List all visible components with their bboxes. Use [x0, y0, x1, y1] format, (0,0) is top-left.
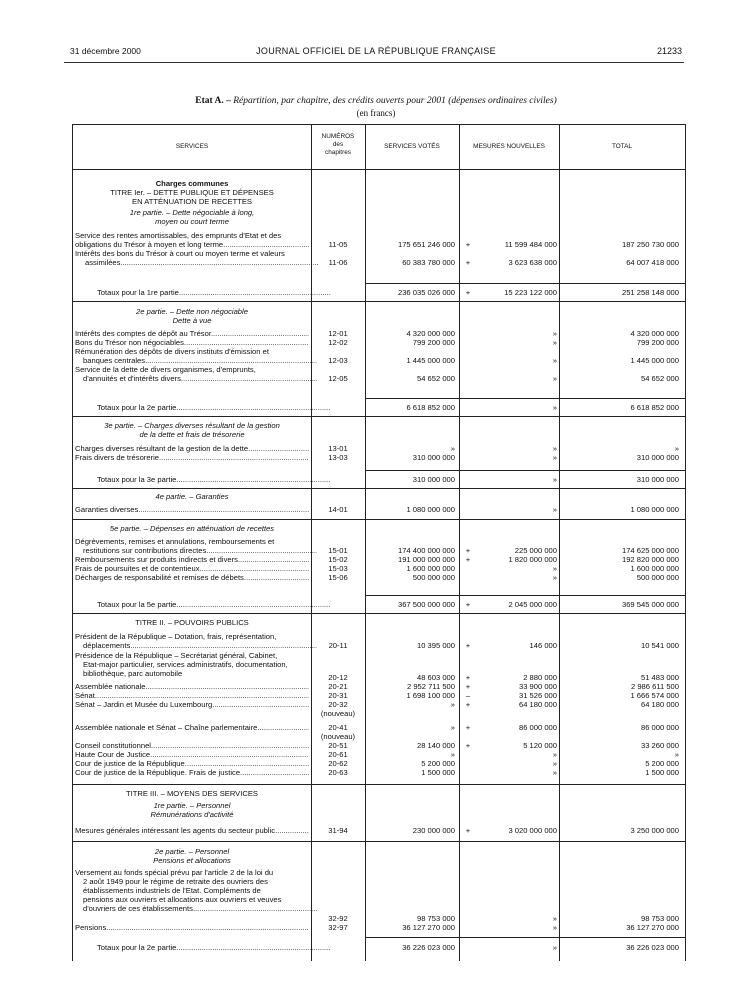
header-date: 31 décembre 2000	[70, 46, 141, 56]
row-label: Cour de justice de la République. Frais de justice .....	[75, 769, 309, 778]
row-label: Remboursements sur produits indirects et divers .....	[75, 556, 309, 565]
services-votes-value: 191 000 000 000	[397, 555, 455, 564]
services-votes-value: 28 140 000	[416, 741, 455, 750]
row-label: banques centrales .....	[75, 357, 317, 366]
total-value: 1 600 000 000	[630, 564, 679, 573]
mesures-value: »	[552, 759, 557, 768]
totals-label: Totaux pour la 3e partie .....	[75, 476, 331, 485]
row-label: Président de la République – Dotation, frais, représentation,	[75, 633, 277, 641]
total-value: 1 445 000 000	[630, 356, 679, 365]
row-label: Rémunération des dépôts de divers instituts d'émission et	[75, 348, 269, 356]
col-divider	[365, 125, 366, 961]
row-label: Frais de poursuites et de contentieux .....	[75, 565, 309, 574]
mesures-value: 146 000	[529, 641, 557, 650]
total-value: 500 000 000	[636, 573, 679, 582]
totals-label: Totaux pour la 2e partie .....	[75, 944, 331, 953]
services-votes-value: 98 753 000	[416, 914, 455, 923]
mesures-value: 1 820 000 000	[508, 555, 557, 564]
chapter-number: 12-02	[328, 338, 348, 347]
total-value: 54 652 000	[640, 374, 679, 383]
sign: +	[465, 682, 471, 691]
total-value: 51 483 000	[640, 673, 679, 682]
section-heading: 3e partie. – Charges diverses résultant de la gestion	[104, 421, 280, 430]
total-value: 1 666 574 000	[630, 691, 679, 700]
row-label: Frais divers de trésorerie .....	[75, 454, 309, 463]
header-page-number: 21233	[656, 46, 682, 56]
services-votes-value: 1 500 000	[421, 768, 455, 777]
services-votes-value: 236 035 026 000	[397, 288, 455, 297]
total-value: 64 180 000	[640, 700, 679, 709]
row-label: Versement au fonds spécial prévu par l'article 2 de la loi du	[75, 869, 274, 877]
mesures-value: »	[552, 329, 557, 338]
row-label: d'ouvriers de ces établissements .....	[75, 905, 317, 914]
total-value: 6 618 852 000	[630, 403, 679, 412]
chapter-number: 20-63	[328, 768, 348, 777]
section-heading: de la dette et frais de trésorerie	[139, 430, 245, 439]
total-rule	[365, 937, 685, 938]
mesures-value: 3 020 000 000	[508, 826, 557, 835]
section-heading: 1re partie. – Personnel	[153, 801, 231, 810]
chapter-number: 15-01	[328, 546, 348, 555]
total-value: 310 000 000	[636, 475, 679, 484]
total-value: 1 080 000 000	[630, 505, 679, 514]
chapter-note: (nouveau)	[320, 709, 356, 718]
section-rule	[73, 488, 685, 489]
sign: +	[465, 741, 471, 750]
total-rule	[365, 595, 685, 596]
section-rule	[73, 841, 685, 842]
section-heading: Rémunérations d'activité	[150, 810, 234, 819]
chapter-number: 12-01	[328, 329, 348, 338]
chapter-number: 12-05	[328, 374, 348, 383]
services-votes-value: 6 618 852 000	[406, 403, 455, 412]
mesures-value: »	[552, 505, 557, 514]
header-rule	[73, 169, 685, 170]
row-label: Haute Cour de Justice .....	[75, 751, 309, 760]
row-label: 2 août 1949 pour le régime de retraite des ouvriers des	[83, 878, 268, 886]
section-heading: moyen ou court terme	[155, 217, 229, 226]
row-label: obligations du Trésor à moyen et long terme .....	[75, 241, 309, 250]
col-divider	[459, 125, 460, 961]
totals-label: Totaux pour la 1re partie .....	[75, 289, 331, 298]
row-label: Conseil constitutionnel .....	[75, 742, 309, 751]
col-header-services: SERVICES	[175, 143, 209, 150]
row-label: Etat-major particulier, services administratifs, documentation,	[83, 661, 288, 669]
section-heading: TITRE III. – MOYENS DES SERVICES	[126, 789, 258, 798]
services-votes-value: »	[450, 750, 455, 759]
col-header-mesures: MESURES NOUVELLES	[473, 143, 545, 150]
row-label: Bons du Trésor non négociables .....	[75, 339, 309, 348]
col-divider	[311, 125, 312, 961]
chapter-number: 20-62	[328, 759, 348, 768]
mesures-value: 33 900 000	[518, 682, 557, 691]
mesures-value: 11 599 484 000	[504, 240, 557, 249]
services-votes-value: »	[450, 444, 455, 453]
mesures-value: »	[552, 338, 557, 347]
section-heading: Pensions et allocations	[153, 856, 231, 865]
total-value: 10 541 000	[640, 641, 679, 650]
row-label: Mesures générales intéressant les agents du secteur public .....	[75, 827, 309, 836]
total-value: 192 820 000 000	[621, 555, 679, 564]
services-votes-value: 54 652 000	[416, 374, 455, 383]
row-label: Sénat .....	[75, 692, 309, 701]
chapter-number: 14-01	[328, 505, 348, 514]
total-value: »	[674, 750, 679, 759]
sign: +	[465, 546, 471, 555]
mesures-value: 86 000 000	[518, 723, 557, 732]
row-label: Pensions .....	[75, 924, 309, 933]
title-text: Répartition, par chapitre, des crédits ouverts pour 2001 (dépenses ordinaires civiles)	[233, 96, 557, 106]
mesures-value: »	[552, 750, 557, 759]
services-votes-value: 36 127 270 000	[402, 923, 455, 932]
sign: +	[465, 288, 471, 297]
total-value: 174 625 000 000	[621, 546, 679, 555]
chapter-note: (nouveau)	[320, 732, 356, 741]
services-votes-value: 367 500 000 000	[397, 600, 455, 609]
services-votes-value: 310 000 000	[412, 475, 455, 484]
services-votes-value: 1 698 100 000	[406, 691, 455, 700]
total-value: 36 226 023 000	[626, 943, 679, 952]
col-header-numeros	[311, 133, 365, 157]
mesures-value: »	[552, 356, 557, 365]
section-heading: Charges communes	[155, 179, 229, 188]
mesures-value: »	[552, 444, 557, 453]
row-label: bibliothèque, parc automobile	[83, 670, 183, 678]
mesures-value: »	[552, 403, 557, 412]
section-rule	[73, 519, 685, 520]
services-votes-value: 175 651 246 000	[397, 240, 455, 249]
chapter-number: 13-03	[328, 453, 348, 462]
header-rule	[64, 62, 684, 63]
sign: +	[465, 826, 471, 835]
table-title	[70, 96, 682, 106]
chapter-number: 15-03	[328, 564, 348, 573]
services-votes-value: 2 952 711 500	[407, 682, 455, 691]
services-votes-value: 60 383 780 000	[402, 258, 455, 267]
row-label: Garanties diverses .....	[75, 506, 309, 515]
col-header-votes: SERVICES VOTÉS	[384, 143, 440, 150]
total-value: 36 127 270 000	[626, 923, 679, 932]
chapter-number: 11-05	[328, 240, 348, 249]
total-value: 5 200 000	[645, 759, 679, 768]
total-value: 3 250 000 000	[630, 826, 679, 835]
row-label: Décharges de responsabilité et remises de débets .....	[75, 574, 309, 583]
mesures-value: 3 623 638 000	[508, 258, 557, 267]
row-label: Assemblée nationale .....	[75, 683, 309, 692]
total-value: 33 260 000	[640, 741, 679, 750]
total-value: 799 200 000	[636, 338, 679, 347]
credits-table	[72, 124, 686, 961]
row-label: d'annuités et d'intérêts divers .....	[75, 375, 317, 384]
col-header-numeros-line: chapitres	[325, 149, 351, 156]
row-label: pensions aux ouvriers et allocations aux ouvriers et veuves	[83, 896, 282, 904]
section-heading: Dette à vue	[172, 316, 212, 325]
chapter-number: 20-31	[328, 691, 348, 700]
chapter-number: 32-97	[328, 923, 348, 932]
mesures-value: »	[552, 374, 557, 383]
sign: +	[465, 600, 471, 609]
services-votes-value: 4 320 000 000	[406, 329, 455, 338]
mesures-value: »	[552, 564, 557, 573]
row-label: déplacements .....	[75, 642, 317, 651]
services-votes-value: 310 000 000	[412, 453, 455, 462]
section-heading: 4e partie. – Garanties	[155, 492, 229, 501]
title-label: Etat A. –	[195, 96, 231, 106]
mesures-value: »	[552, 768, 557, 777]
total-value: 4 320 000 000	[630, 329, 679, 338]
section-heading: 2e partie. – Dette non négociable	[136, 307, 248, 316]
total-rule	[365, 283, 685, 284]
chapter-number: 20-21	[328, 682, 348, 691]
services-votes-value: 10 395 000	[416, 641, 455, 650]
chapter-number: 20-12	[328, 673, 348, 682]
section-heading: 2e partie. – Personnel	[154, 847, 230, 856]
services-votes-value: 799 200 000	[412, 338, 455, 347]
mesures-value: 5 120 000	[523, 741, 557, 750]
chapter-number: 15-02	[328, 555, 348, 564]
row-label: restitutions sur contributions directes .....	[75, 547, 317, 556]
sign: +	[465, 700, 471, 709]
row-label: Dégrèvements, remises et annulations, remboursements et	[75, 538, 275, 546]
row-label: Charges diverses résultant de la gestion de la dette .....	[75, 445, 309, 454]
mesures-value: »	[552, 943, 557, 952]
mesures-value: 225 000 000	[514, 546, 557, 555]
chapter-number: 20-11	[328, 641, 348, 650]
row-label: Intérêts des comptes de dépôt au Trésor .....	[75, 330, 309, 339]
services-votes-value: »	[450, 700, 455, 709]
section-rule	[73, 613, 685, 614]
row-label: Sénat – Jardin et Musée du Luxembourg .....	[75, 701, 309, 710]
sign: +	[465, 240, 471, 249]
services-votes-value: 5 200 000	[421, 759, 455, 768]
sign: –	[465, 691, 471, 700]
total-value: 251 258 148 000	[621, 288, 679, 297]
section-rule	[73, 416, 685, 417]
col-header-numeros-line: NUMÉROS	[321, 133, 355, 140]
chapter-number: 20-61	[328, 750, 348, 759]
mesures-value: 2 880 000	[523, 673, 557, 682]
services-votes-value: 36 226 023 000	[402, 943, 455, 952]
total-value: 310 000 000	[636, 453, 679, 462]
services-votes-value: 48 603 000	[416, 673, 455, 682]
services-votes-value: 1 080 000 000	[406, 505, 455, 514]
page-header	[70, 46, 682, 60]
chapter-number: 13-01	[328, 444, 348, 453]
row-label: Service de la dette de divers organismes, d'emprunts,	[75, 366, 256, 374]
row-label: Service des rentes amortissables, des emprunts d'Etat et des	[75, 232, 282, 240]
chapter-number: 32-92	[328, 914, 348, 923]
sign: +	[465, 673, 471, 682]
chapter-number: 20-41	[328, 723, 348, 732]
section-heading: 1re partie. – Dette négociable à long,	[129, 208, 255, 217]
table-subtitle: (en francs)	[356, 108, 396, 118]
total-rule	[365, 470, 685, 471]
section-rule	[73, 784, 685, 785]
services-votes-value: 500 000 000	[412, 573, 455, 582]
services-votes-value: 1 600 000 000	[406, 564, 455, 573]
mesures-value: »	[552, 475, 557, 484]
services-votes-value: 1 445 000 000	[406, 356, 455, 365]
chapter-number: 20-51	[328, 741, 348, 750]
mesures-value: »	[552, 453, 557, 462]
sign: +	[465, 723, 471, 732]
mesures-value: »	[552, 914, 557, 923]
services-votes-value: 174 400 000 000	[397, 546, 455, 555]
services-votes-value: »	[450, 723, 455, 732]
total-value: 98 753 000	[640, 914, 679, 923]
total-value: 187 250 730 000	[621, 240, 679, 249]
total-value: 1 500 000	[645, 768, 679, 777]
row-label: établissements industriels de l'Etat. Compléments de	[83, 887, 261, 895]
mesures-value: 31 526 000	[518, 691, 557, 700]
total-value: 86 000 000	[640, 723, 679, 732]
mesures-value: »	[552, 923, 557, 932]
chapter-number: 11-06	[328, 258, 348, 267]
mesures-value: »	[552, 573, 557, 582]
section-heading: TITRE Ier. – DETTE PUBLIQUE ET DÉPENSES	[110, 188, 274, 197]
mesures-value: 15 223 122 000	[504, 288, 557, 297]
header-journal: JOURNAL OFFICIEL DE LA RÉPUBLIQUE FRANÇAISE	[256, 46, 496, 56]
chapter-number: 15-06	[328, 573, 348, 582]
sign: +	[465, 641, 471, 650]
row-label: Cour de justice de la République .....	[75, 760, 309, 769]
services-votes-value: 230 000 000	[412, 826, 455, 835]
section-heading: EN ATTÉNUATION DE RECETTES	[132, 197, 252, 206]
chapter-number: 12-03	[328, 356, 348, 365]
col-divider	[559, 125, 560, 961]
section-heading: TITRE II. – POUVOIRS PUBLICS	[135, 618, 249, 627]
totals-label: Totaux pour la 2e partie .....	[75, 404, 331, 413]
row-label: assimilées .....	[75, 259, 319, 268]
total-value: 64 007 418 000	[626, 258, 679, 267]
mesures-value: 64 180 000	[518, 700, 557, 709]
col-header-numeros-line: des	[332, 141, 344, 148]
row-label: Assemblée nationale et Sénat – Chaîne parlementaire .....	[75, 724, 309, 733]
chapter-number: 20-32	[328, 700, 348, 709]
totals-label: Totaux pour la 5e partie .....	[75, 601, 331, 610]
total-value: 369 545 000 000	[621, 600, 679, 609]
mesures-value: 2 045 000 000	[508, 600, 557, 609]
col-header-total: TOTAL	[611, 143, 632, 150]
total-value: 2 986 611 500	[631, 682, 679, 691]
sign: +	[465, 258, 471, 267]
chapter-number: 31-94	[328, 826, 348, 835]
section-heading: 5e partie. – Dépenses en atténuation de recettes	[109, 524, 275, 533]
section-rule	[73, 301, 685, 302]
total-value: »	[674, 444, 679, 453]
row-label: Intérêts des bons du Trésor à court ou moyen terme et valeurs	[75, 250, 285, 258]
row-label: Présidence de la République – Secrétariat général, Cabinet,	[75, 652, 278, 660]
total-rule	[365, 398, 685, 399]
sign: +	[465, 555, 471, 564]
